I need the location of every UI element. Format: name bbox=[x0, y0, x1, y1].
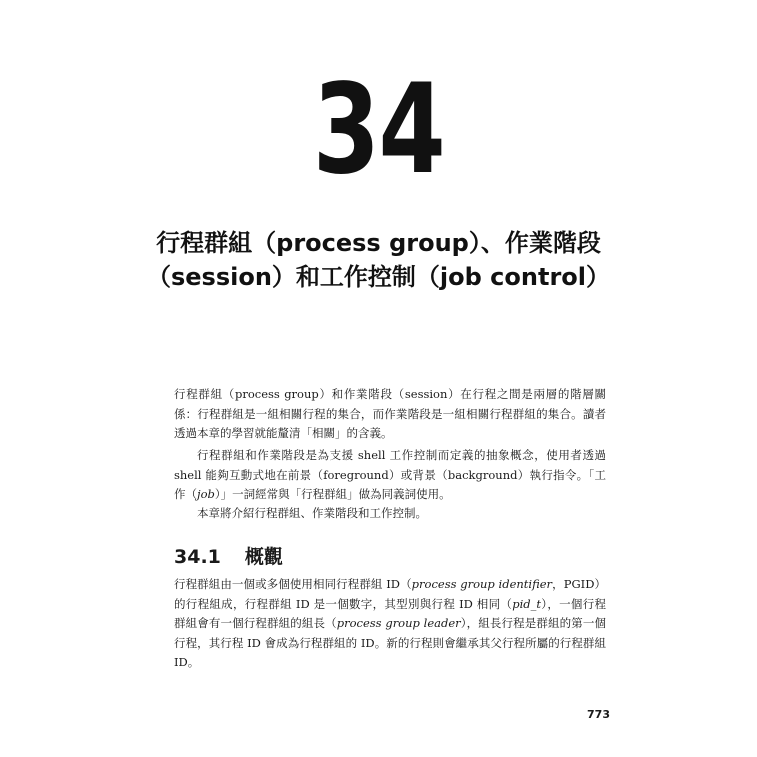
intro-p2-text-a: 行程群組和作業階段是為支援 shell 工作控制而定義的抽象概念，使用者透過 shell 能夠互動式地在前景（foreground）或背景（background）執行指令。「工作（ bbox=[174, 448, 606, 501]
intro-paragraph-3: 本章將介紹行程群組、作業階段和工作控制。 bbox=[197, 506, 427, 520]
intro-p2-job: job bbox=[197, 487, 215, 501]
section-term-pidt: pid_t bbox=[512, 596, 541, 611]
section-title: 概觀 bbox=[244, 546, 283, 568]
section-text-d: ），組長行程是群組的第一個行程，其行程 ID 會成為行程群組的 ID。新的行程則會繼承其父行程所屬的行程群組 ID。 bbox=[174, 616, 607, 669]
section-text-b: ，PGID）的行程組成，行程群組 ID 是一個數字，其型別與行程 ID 相同（ bbox=[174, 577, 607, 611]
section-text-a: 行程群組由一個或多個使用相同行程群組 ID（ bbox=[174, 577, 412, 591]
section-term-pgi: process group identifier bbox=[411, 577, 553, 591]
page-number: 773 bbox=[587, 708, 610, 721]
chapter-title-line1: 行程群組（process group）、作業階段 bbox=[156, 229, 601, 257]
intro-paragraph-2 bbox=[174, 446, 606, 505]
section-term-leader: process group leader bbox=[336, 616, 461, 630]
section-paragraph bbox=[174, 575, 606, 673]
chapter-number: 34 bbox=[312, 58, 445, 202]
section-text-c: ），一個行程群組會有一個行程群組的組長（ bbox=[174, 596, 607, 630]
section-number: 34.1 bbox=[174, 546, 221, 568]
chapter-title-line2: （session）和工作控制（job control） bbox=[146, 263, 610, 291]
intro-p2-text-b: ）」一詞經常與「行程群組」做為同義詞使用。 bbox=[214, 487, 451, 501]
section-heading bbox=[174, 545, 283, 569]
intro-paragraph-1: 行程群組（process group）和作業階段（session）在行程之間是兩層的階層關係：行程群組是一組相關行程的集合，而作業階段是一組相關行程群組的集合。讀者透過本章的學習就能釐清「相關」的含義。 bbox=[174, 387, 606, 440]
